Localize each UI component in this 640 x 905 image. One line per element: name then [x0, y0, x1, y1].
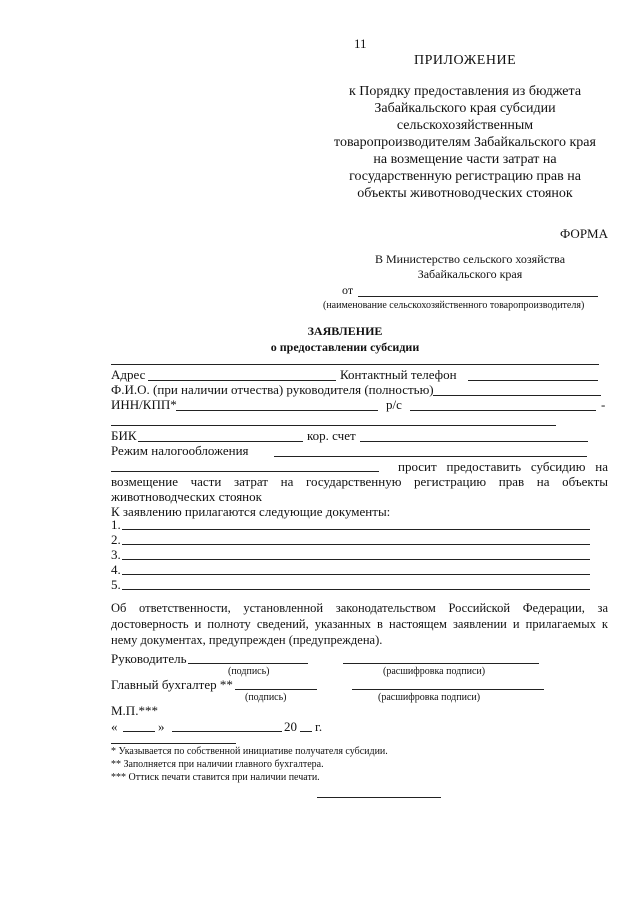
account-continuation: -	[601, 397, 606, 412]
documents-intro: К заявлению прилагаются следующие документы:	[111, 504, 391, 519]
from-caption: (наименование сельскохозяйственного товаропроизводителя)	[323, 300, 585, 311]
date-year-field[interactable]	[300, 731, 312, 732]
appendix-line: Забайкальского края субсидии	[374, 101, 556, 116]
appendix-line: к Порядку предоставления из бюджета	[348, 84, 582, 99]
inn-kpp-field[interactable]	[176, 410, 378, 411]
addressee-line: Забайкальского края	[417, 267, 523, 281]
tax-mode-field[interactable]	[274, 456, 587, 457]
head-name-field[interactable]	[433, 395, 601, 396]
document-number: 1.	[111, 517, 121, 532]
inn-kpp-label: ИНН/КПП*	[111, 397, 177, 412]
applicant-name-field[interactable]	[111, 364, 599, 365]
head-signature-field[interactable]	[188, 663, 308, 664]
chief-accountant-label: Главный бухгалтер **	[111, 677, 233, 692]
bik-field[interactable]	[138, 441, 303, 442]
footnote: *** Оттиск печати ставится при наличии печати.	[111, 772, 320, 783]
from-label: от	[342, 283, 354, 297]
chief-accountant-signature-field[interactable]	[235, 689, 317, 690]
applicant-field[interactable]	[111, 471, 379, 472]
document-number: 3.	[111, 547, 121, 562]
appendix-line: объекты животноводческих стоянок	[357, 186, 573, 201]
from-field[interactable]	[358, 296, 598, 297]
chief-accountant-decryption-field[interactable]	[352, 689, 544, 690]
appendix-line: сельскохозяйственным	[396, 118, 534, 133]
document-number: 5.	[111, 577, 121, 592]
account-label: р/с	[386, 397, 402, 412]
request-line: возмещение части затрат на государственную регистрацию прав на объекты	[111, 474, 608, 489]
date-close-quote: »	[158, 719, 165, 734]
date-month-field[interactable]	[172, 731, 282, 732]
page-number: 11	[354, 36, 367, 51]
decryption-caption: (расшифровка подписи)	[378, 692, 481, 703]
account-field-continued[interactable]	[111, 425, 556, 426]
responsibility-text: Об ответственности, установленной законодательством Российской Федерации, за достоверность и полноту сведений, указанных в настоящем заявлении и прилагаемых к нему документах, предупрежден (предупреждена).	[111, 601, 608, 647]
appendix-line: товаропроизводителям Забайкальского края	[334, 135, 596, 150]
footnote-separator	[111, 743, 236, 744]
appendix-block	[318, 83, 612, 202]
year-suffix: г.	[315, 719, 323, 734]
document-field[interactable]	[122, 589, 590, 590]
phone-field[interactable]	[468, 380, 598, 381]
date-day-field[interactable]	[123, 731, 155, 732]
closing-rule	[317, 797, 441, 798]
document-number: 4.	[111, 562, 121, 577]
signature-caption: (подпись)	[245, 692, 287, 703]
signature-caption: (подпись)	[228, 666, 270, 677]
head-decryption-field[interactable]	[343, 663, 539, 664]
statement-title: ЗАЯВЛЕНИЕ	[307, 324, 383, 338]
document-field[interactable]	[122, 574, 590, 575]
corr-account-field[interactable]	[360, 441, 588, 442]
decryption-caption: (расшифровка подписи)	[383, 666, 486, 677]
footnote: * Указывается по собственной инициативе получателя субсидии.	[111, 746, 388, 757]
document-field[interactable]	[122, 544, 590, 545]
addressee-line: В Министерство сельского хозяйства	[374, 252, 566, 266]
appendix-line: государственную регистрацию прав на	[349, 169, 581, 184]
tax-mode-label: Режим налогообложения	[111, 443, 249, 458]
appendix-title: ПРИЛОЖЕНИЕ	[414, 53, 517, 68]
account-field[interactable]	[410, 410, 596, 411]
phone-label: Контактный телефон	[340, 367, 457, 382]
head-name-label: Ф.И.О. (при наличии отчества) руководителя (полностью)	[111, 382, 434, 397]
document-field[interactable]	[122, 559, 590, 560]
appendix-line: на возмещение части затрат на	[373, 152, 557, 167]
year-prefix: 20	[284, 719, 297, 734]
document-number: 2.	[111, 532, 121, 547]
address-field[interactable]	[148, 380, 336, 381]
request-line: животноводческих стоянок	[111, 489, 262, 504]
document-field[interactable]	[122, 529, 590, 530]
date-open-quote: «	[111, 719, 118, 734]
bik-label: БИК	[111, 428, 137, 443]
form-label: ФОРМА	[560, 226, 608, 241]
request-line: просит предоставить субсидию на	[398, 459, 608, 474]
corr-account-label: кор. счет	[307, 428, 356, 443]
head-label: Руководитель	[111, 651, 187, 666]
stamp-label: М.П.***	[111, 703, 158, 718]
footnote: ** Заполняется при наличии главного бухгалтера.	[111, 759, 324, 770]
statement-subtitle: о предоставлении субсидии	[270, 340, 420, 354]
address-label: Адрес	[111, 367, 146, 382]
